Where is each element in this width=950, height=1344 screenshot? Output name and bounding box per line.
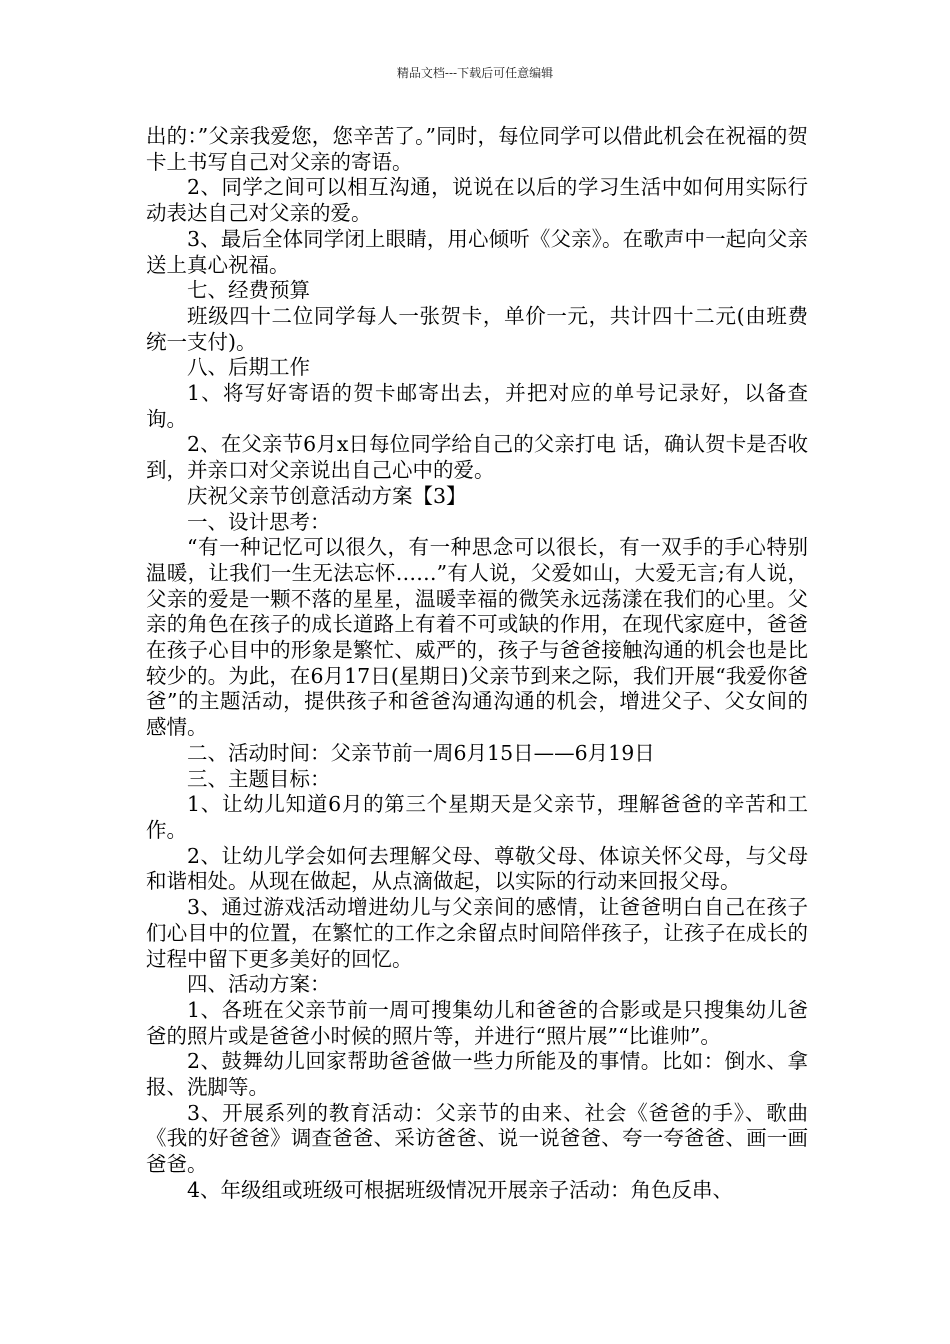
paragraph-item: 1、让幼儿知道6月的第三个星期天是父亲节，理解爸爸的辛苦和工作。 bbox=[146, 792, 808, 842]
paragraph-item: “有一种记忆可以很久，有一种思念可以很长，有一双手的手心特别温暖，让我们一生无法忘怀……”有人说，父爱如山，大爱无言;有人说，父亲的爱是一颗不落的星星，温暖幸福的微笑永远荡漾在我们的心里。父亲的角色在孩子的成长道路上有着不可或缺的作用，在现代家庭中，爸爸在孩子心目中的形象是繁忙、威严的，孩子与爸爸接触沟通的机会也是比较少的。为此，在6月17日(星期日)父亲节到来之际，我们开展“我爱你爸爸”的主题活动，提供孩子和爸爸沟通沟通的机会，增进父子、父女间的感情。 bbox=[146, 535, 808, 740]
section-heading: 一、设计思考： bbox=[187, 509, 331, 534]
document-title: 庆祝父亲节创意活动方案【3】 bbox=[187, 483, 467, 508]
paragraph-item: 2、同学之间可以相互沟通，说说在以后的学习生活中如何用实际行动表达自己对父亲的爱。 bbox=[146, 175, 808, 226]
paragraph-item: 3、通过游戏活动增进幼儿与父亲间的感情，让爸爸明白自己在孩子们心目中的位置，在繁忙的工作之余留点时间陪伴孩子，让孩子在成长的过程中留下更多美好的回忆。 bbox=[146, 895, 808, 971]
section-heading: 八、后期工作 bbox=[187, 355, 310, 380]
paragraph-item: 2、在父亲节6月x日每位同学给自己的父亲打电 话，确认贺卡是否收到，并亲口对父亲说出自己心中的爱。 bbox=[146, 432, 808, 483]
document-body bbox=[146, 124, 808, 1204]
section-heading: 七、经费预算 bbox=[187, 278, 310, 303]
paragraph-item: 班级四十二位同学每人一张贺卡，单价一元，共计四十二元(由班费统一支付)。 bbox=[146, 303, 808, 354]
paragraph-item: 3、开展系列的教育活动：父亲节的由来、社会《爸爸的手》、歌曲《我的好爸爸》调查爸爸、采访爸爸、说一说爸爸、夸一夸爸爸、画一画爸爸。 bbox=[146, 1100, 808, 1177]
paragraph-item: 1、各班在父亲节前一周可搜集幼儿和爸爸的合影或是只搜集幼儿爸爸的照片或是爸爸小时候的照片等，并进行“照片展”“比谁帅”。 bbox=[146, 997, 808, 1048]
section-heading: 三、主题目标： bbox=[187, 766, 331, 791]
paragraph-item: 3、最后全体同学闭上眼睛，用心倾听《父亲》。在歌声中一起向父亲送上真心祝福。 bbox=[146, 226, 808, 277]
paragraph-item: 4、年级组或班级可根据班级情况开展亲子活动：角色反串、 bbox=[187, 1177, 734, 1202]
paragraph-continuation: 出的：”父亲我爱您，您辛苦了。”同时，每位同学可以借此机会在祝福的贺卡上书写自己对父亲的寄语。 bbox=[146, 124, 808, 174]
section-heading: 四、活动方案： bbox=[187, 972, 331, 997]
page-header: 精品文档---下载后可任意编辑 bbox=[396, 66, 554, 80]
section-heading: 二、活动时间：父亲节前一周6月15日——6月19日 bbox=[187, 740, 655, 765]
paragraph-item: 2、让幼儿学会如何去理解父母、尊敬父母、体谅关怀父母，与父母和谐相处。从现在做起，从点滴做起，以实际的行动来回报父母。 bbox=[146, 843, 808, 894]
paragraph-item: 2、鼓舞幼儿回家帮助爸爸做一些力所能及的事情。比如：倒水、拿报、洗脚等。 bbox=[146, 1049, 808, 1100]
paragraph-item: 1、将写好寄语的贺卡邮寄出去，并把对应的单号记录好，以备查询。 bbox=[146, 381, 808, 431]
